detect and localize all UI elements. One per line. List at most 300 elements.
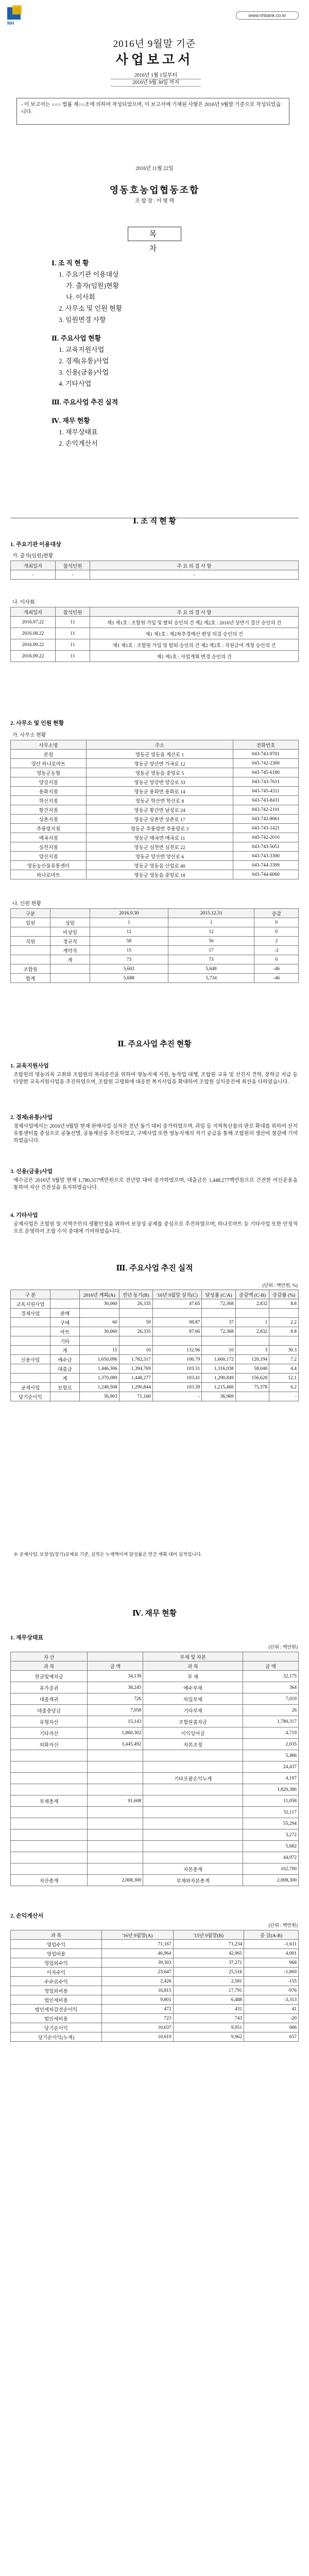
table-row: [11, 2032, 299, 2042]
unit-label-bs: (단위 : 백만원): [268, 1645, 298, 1650]
table-cell: 0: [254, 927, 299, 937]
table-cell: 현금및예치금: [11, 1671, 88, 1682]
column-header: 과 목: [11, 1930, 102, 1940]
table-cell: 32,175: [243, 1671, 298, 1682]
toc-item[interactable]: 1. 교육지원사업: [59, 346, 105, 353]
table-cell: 39,303: [102, 1958, 174, 1968]
table-cell: 0: [254, 918, 299, 927]
column-subheader: 금 액: [88, 1662, 143, 1671]
table-cell: 23,647: [102, 1968, 174, 1977]
table-cell: 25,516: [173, 1968, 244, 1977]
table-cell: 103.41: [152, 1374, 202, 1383]
table-cell: 75,378: [235, 1383, 269, 1392]
table-cell: [80, 1336, 119, 1346]
table-cell: [11, 1750, 88, 1761]
table-cell: 11: [56, 639, 90, 651]
table-header-row: [11, 740, 299, 750]
table-cell: 5,602: [90, 964, 168, 974]
toc-item[interactable]: 3. 임원변경 사항: [59, 316, 106, 324]
table-cell: 수수료수익: [11, 1977, 102, 1986]
column-header: 증감률 (%): [269, 1290, 299, 1299]
table-row: [11, 1318, 299, 1327]
table-cell: 2016.07.22: [11, 617, 56, 628]
table-cell: 0: [254, 955, 299, 964]
table-cell: 양산지점: [11, 852, 87, 861]
table-cell: 계약직: [50, 946, 90, 955]
table-cell: 제1 제1호 : 사업계획 변경 승인의 건: [90, 651, 299, 662]
table-cell: 36,969: [202, 1392, 235, 1401]
table-cell: 유가증권: [11, 1682, 88, 1693]
table-cell: 기타포괄손익누계: [143, 1773, 243, 1784]
table-cell: 영동군 상촌면 상촌로 17: [87, 815, 233, 824]
table-cell: -: [56, 570, 90, 580]
table-cell: 686: [244, 2023, 299, 2032]
publish-date: 2016년 11월 22일: [135, 166, 174, 172]
table-row: [11, 1364, 299, 1374]
table-row: [11, 787, 299, 796]
table-cell: 043-742-2300: [233, 759, 299, 768]
table-row: [11, 796, 299, 805]
table-cell: 마트: [50, 1327, 80, 1336]
toc-item[interactable]: 나. 이사회: [66, 293, 95, 301]
column-header: [50, 1290, 80, 1299]
column-header: 전년 동기(B): [119, 1290, 152, 1299]
table-row: [11, 1807, 299, 1818]
table-row: [11, 946, 299, 955]
table-cell: 계: [50, 955, 90, 964]
table-cell: 657: [244, 2032, 299, 2042]
table-cell: 10,619: [102, 2032, 174, 2042]
table-cell: 학산지점: [11, 796, 87, 805]
table-cell: 71,234: [173, 1940, 244, 1949]
table-row: [11, 1355, 299, 1364]
table-cell: 043-743-5051: [233, 842, 299, 852]
table-cell: 기타: [50, 1336, 80, 1346]
table-row: [11, 815, 299, 824]
table-cell: [143, 1750, 243, 1761]
table-cell: [143, 1807, 243, 1818]
table-cell: 5,648: [168, 964, 254, 974]
table-cell: 기타자산: [11, 1727, 88, 1739]
table-cell: 1,290,849: [202, 1374, 235, 1383]
table-cell: [11, 1364, 50, 1374]
table-cell: 59: [119, 1318, 152, 1327]
table-cell: [11, 955, 50, 964]
toc-item[interactable]: 4. 기타사업: [59, 380, 92, 387]
table-cell: 106.79: [152, 1355, 202, 1364]
section-2-1-text: 조합원의 영농의욕 고취와 조합원의 복리증진을 위하여 영농자재 지원, 농작업 대행, 조합원 교육 및 선진지 견학, 장학금 지급 등 다양한 교육지원사업을 추진하였으며, 조합원 고령화에 대응한 복지사업을 확대하여 조합원 실익증진에 최선을 다하였습니다.: [13, 1072, 298, 1085]
table-cell: 8.8: [269, 1299, 299, 1309]
table-cell: [269, 1336, 299, 1346]
notice-box: - 이 보고서는 ○○○ 법률 제○○조에 의하여 작성되었으며, 이 보고서에 기재된 사항은 2016년 9월말 기준으로 작성되었습니다.: [16, 98, 289, 125]
table-cell: [88, 1863, 143, 1875]
table-cell: 1: [90, 918, 168, 927]
table-row: [11, 1863, 299, 1875]
table-row: [11, 833, 299, 842]
table-cell: 1,780,317: [243, 1716, 298, 1727]
table-cell: 11,058: [243, 1795, 298, 1807]
table-cell: [11, 1374, 50, 1383]
table-cell: 1,820,386: [243, 1784, 298, 1795]
table-cell: 24,437: [243, 1761, 298, 1773]
toc-title: 목 차: [128, 227, 181, 241]
table-cell: 103.31: [152, 1364, 202, 1374]
table-cell: 102,700: [243, 1863, 298, 1875]
table-header-row: [11, 1930, 299, 1940]
table-cell: 44,972: [243, 1852, 298, 1863]
table-cell: 대출채권: [11, 1693, 88, 1705]
table-cell: 제1 제1호 : 제2차추경예산 편성 의결 승인의 건: [90, 628, 299, 639]
table-cell: 계: [50, 1374, 80, 1383]
report-period: [111, 72, 201, 87]
balance-sheet-table: [10, 1652, 299, 1886]
table-row: [11, 1374, 299, 1383]
table-cell: -: [269, 1392, 299, 1401]
table-cell: [11, 1807, 88, 1818]
table-row: [11, 1852, 299, 1863]
table-cell: [11, 1852, 88, 1863]
table-cell: 당기순이익: [11, 1392, 50, 1401]
table-cell: 043-742-2010: [233, 833, 299, 842]
table-cell: 043-743-7611: [233, 777, 299, 787]
column-header: 전화번호: [233, 740, 299, 750]
table-cell: 726: [88, 1693, 143, 1705]
table-cell: 비상임: [50, 927, 90, 937]
table-cell: 043-743-9701: [233, 750, 299, 759]
table-cell: 26,335: [119, 1327, 152, 1336]
table-cell: 043-744-6060: [233, 870, 299, 879]
table-header-row: [11, 1652, 299, 1662]
table-cell: 부 채: [143, 1671, 243, 1682]
table-cell: 15: [80, 1346, 119, 1355]
table-cell: 이익잉여금: [143, 1727, 243, 1739]
table-cell: 자본총계: [143, 1863, 243, 1875]
toc-item[interactable]: Ⅲ. 주요사업 추진 실적: [52, 398, 118, 406]
table-cell: [143, 1795, 243, 1807]
table-cell: [235, 1392, 269, 1401]
table-cell: [269, 1309, 299, 1318]
table-cell: 2,832: [235, 1327, 269, 1336]
company-name: 영동호농업협동조합: [109, 185, 200, 195]
table-cell: [88, 1761, 143, 1773]
table-cell: 상촌지점: [11, 815, 87, 824]
table-cell: 47.65: [152, 1299, 202, 1309]
table-row: [11, 639, 299, 651]
toc-item[interactable]: 3. 신용(금융)사업: [59, 368, 109, 376]
table-cell: 2,832: [235, 1299, 269, 1309]
column-subheader: 과 목: [143, 1662, 243, 1671]
table-cell: 36,903: [80, 1392, 119, 1401]
table-cell: 법인세비용: [11, 1995, 102, 2005]
table-cell: 30,060: [80, 1299, 119, 1309]
toc-item[interactable]: 1. 재무상태표: [59, 428, 98, 436]
table-cell: 2,008,300: [88, 1875, 143, 1886]
meeting-table-a: [10, 561, 299, 580]
table-cell: 영동군 추풍령면 추풍령로 3: [87, 824, 233, 833]
table-cell: 120,194: [235, 1355, 269, 1364]
table-row: [11, 1716, 299, 1727]
table-cell: 2,035: [243, 1739, 298, 1750]
table-cell: 968: [244, 1958, 299, 1968]
table-cell: 73: [168, 955, 254, 964]
table-cell: 2016.08.22: [11, 628, 56, 639]
table-cell: [143, 1784, 243, 1795]
toc-item[interactable]: 2. 손익계산서: [59, 439, 98, 447]
table-row: [11, 628, 299, 639]
table-row: [11, 927, 299, 937]
section-1-2-heading: 2. 사무소 및 인원 현황: [10, 720, 64, 726]
unit-label-pl: (단위 : 백만원): [268, 1923, 298, 1928]
table-row: [11, 1739, 299, 1750]
table-cell: 26: [243, 1705, 298, 1716]
board-meeting-table: [10, 607, 299, 662]
table-cell: 매곡지점: [11, 833, 87, 842]
toc-spacer: [52, 389, 216, 397]
table-cell: -: [11, 570, 56, 580]
column-header: 자 산: [11, 1652, 88, 1662]
table-cell: [80, 1309, 119, 1318]
table-cell: 대출충당금: [11, 1705, 88, 1716]
table-row: [11, 768, 299, 777]
table-cell: 1,448,277: [119, 1374, 152, 1383]
table-row: [11, 824, 299, 833]
performance-table: [10, 1290, 299, 1401]
table-cell: 1,860,302: [88, 1727, 143, 1739]
table-row: [11, 1750, 299, 1761]
table-row: [11, 1773, 299, 1784]
section-2-4-text: 공제사업은 조합원 및 지역주민의 생활안정을 위하여 보장성 공제를 중심으로 추진하였으며, 하나로마트 등 기타사업 또한 안정적으로 운영하여 조합 수익 증대에 기여하였습니다.: [13, 1222, 298, 1234]
column-header: 증감: [254, 909, 299, 918]
table-cell: 영동군 황간면 남성로 24: [87, 805, 233, 815]
table-row: [11, 617, 299, 628]
staff-table: [10, 908, 299, 983]
table-row: [11, 750, 299, 759]
table-cell: 교육지원사업: [11, 1299, 50, 1309]
table-cell: 영업외비용: [11, 1986, 102, 1995]
table-cell: 5,466: [243, 1750, 298, 1761]
table-cell: 1,446,306: [80, 1364, 119, 1374]
table-cell: 8.8: [269, 1327, 299, 1336]
table-row: [11, 861, 299, 870]
table-cell: 60: [80, 1318, 119, 1327]
table-cell: [50, 964, 90, 974]
table-cell: 72,368: [202, 1327, 235, 1336]
table-row: [11, 1968, 299, 1977]
table-cell: 외화자산: [11, 1739, 88, 1750]
table-cell: 7.2: [269, 1355, 299, 1364]
table-cell: 55,294: [243, 1818, 298, 1829]
table-cell: 15,143: [88, 1716, 143, 1727]
table-cell: 2,581: [173, 1977, 244, 1986]
table-cell: 6.2: [269, 1383, 299, 1392]
table-cell: 영업수익: [11, 1940, 102, 1949]
table-cell: -2: [254, 946, 299, 955]
section-2-4-heading: 4. 기타사업: [10, 1212, 38, 1218]
table-cell: -1,611: [244, 1940, 299, 1949]
section-4-title: Ⅳ. 재무 현황: [132, 1609, 177, 1618]
column-header: [88, 1652, 143, 1662]
table-cell: [152, 1309, 202, 1318]
column-header: 주소: [87, 740, 233, 750]
table-row: [11, 974, 299, 983]
table-cell: 영업외수익: [11, 1958, 102, 1968]
table-cell: 영동군 학산면 학산로 8: [87, 796, 233, 805]
column-header: 2016.9.30: [90, 909, 168, 918]
section-1-2b-heading: 나. 인원 현황: [12, 901, 41, 907]
table-cell: 영동군농협: [11, 768, 87, 777]
table-cell: 추풍령지점: [11, 824, 87, 833]
toc-item[interactable]: 가. 출자(임원)현황: [66, 282, 119, 290]
table-cell: -: [90, 570, 299, 580]
table-cell: [50, 1299, 80, 1309]
table-cell: 30,060: [80, 1327, 119, 1336]
table-cell: 15: [90, 946, 168, 955]
table-cell: 34,139: [88, 1671, 143, 1682]
table-cell: [11, 927, 50, 937]
table-cell: 1,660,172: [202, 1355, 235, 1364]
table-cell: 4,197: [243, 1773, 298, 1784]
table-cell: 41: [244, 2005, 299, 2014]
section-1-title: Ⅰ. 조 직 현 황: [133, 517, 176, 526]
table-cell: [143, 1829, 243, 1841]
table-row: [11, 1346, 299, 1355]
table-row: [11, 1818, 299, 1829]
toc-item[interactable]: Ⅰ. 조 직 현 황: [52, 259, 89, 267]
toc-item[interactable]: 1. 주요기관 이용대상: [59, 270, 119, 278]
table-cell: 743: [173, 2014, 244, 2023]
table-cell: 12: [168, 927, 254, 937]
table-cell: [143, 1818, 243, 1829]
table-cell: [50, 1392, 80, 1401]
table-row: [11, 1682, 299, 1693]
table-cell: 3: [235, 1346, 269, 1355]
table-cell: 직원: [11, 937, 50, 946]
income-statement-heading: 2. 손익계산서: [10, 1913, 44, 1919]
table-cell: 7,019: [243, 1693, 298, 1705]
table-cell: 71,167: [102, 1940, 174, 1949]
table-cell: [88, 1807, 143, 1818]
table-cell: 조합원: [11, 964, 50, 974]
table-cell: 73: [90, 955, 168, 964]
table-cell: 법인세비용: [11, 2014, 102, 2023]
table-header-row: [11, 909, 299, 918]
table-cell: 11: [56, 651, 90, 662]
table-cell: 합계: [11, 974, 50, 983]
table-cell: 황간지점: [11, 805, 87, 815]
column-header: '15년 9월말(B): [173, 1930, 244, 1940]
table-cell: 38,245: [88, 1682, 143, 1693]
table-cell: [88, 1784, 143, 1795]
table-row: [11, 852, 299, 861]
table-cell: 4.4: [269, 1364, 299, 1374]
unit-label: (단위 : 백만원, %): [262, 1283, 298, 1288]
table-cell: 경제사업: [11, 1309, 50, 1318]
toc-item[interactable]: 2. 경제(유통)사업: [59, 357, 109, 365]
table-header-row: [11, 1290, 299, 1299]
table-cell: 72,368: [202, 1299, 235, 1309]
table-row: [11, 842, 299, 852]
table-row: [11, 1671, 299, 1682]
table-cell: 유형자산: [11, 1716, 88, 1727]
table-cell: [11, 1818, 88, 1829]
table-cell: 46,964: [102, 1949, 174, 1958]
logo-text: NH: [7, 21, 14, 26]
table-cell: 1,215,466: [202, 1383, 235, 1392]
table-row: [11, 651, 299, 662]
table-row: [11, 1299, 299, 1309]
homepage-url[interactable]: www.nhbank.co.kr: [236, 11, 299, 20]
table-header-row: [11, 607, 299, 617]
table-row: [11, 1977, 299, 1986]
table-cell: 10,637: [102, 2023, 174, 2032]
table-row: [11, 1693, 299, 1705]
income-statement-table: [10, 1930, 299, 2042]
table-cell: 이자수익: [11, 1968, 102, 1977]
section-2-3-heading: 3. 신용(금융)사업: [10, 1168, 53, 1175]
column-header: 주 요 의 결 사 항: [90, 561, 299, 570]
ceo-name: 조 합 장 : 이 영 택: [135, 198, 174, 204]
table-row: [11, 1327, 299, 1336]
table-cell: 043-745-6180: [233, 768, 299, 777]
table-cell: [11, 1346, 50, 1355]
nh-logo-icon: [7, 5, 31, 24]
table-cell: [88, 1773, 143, 1784]
table-cell: 156,628: [235, 1374, 269, 1383]
table-cell: 043-743-8431: [233, 796, 299, 805]
table-cell: 043-742-8061: [233, 815, 299, 824]
section-2-title: Ⅱ. 주요사업 추진 현황: [117, 1040, 192, 1048]
table-row: [11, 1705, 299, 1716]
toc-item[interactable]: Ⅱ. 주요사업 현황: [52, 334, 101, 342]
table-cell: [88, 1841, 143, 1852]
table-cell: [88, 1818, 143, 1829]
table-cell: 정규직: [50, 937, 90, 946]
table-cell: 71,160: [119, 1392, 152, 1401]
table-cell: 부채총계: [11, 1795, 88, 1807]
table-cell: 5,734: [168, 974, 254, 983]
table-cell: 37: [202, 1318, 235, 1327]
table-cell: 9,962: [173, 2032, 244, 2042]
table-cell: 자산총계: [11, 1875, 88, 1886]
table-subheader-row: [11, 1662, 299, 1671]
table-row: [11, 2005, 299, 2014]
table-cell: [119, 1336, 152, 1346]
table-cell: 제1 제1호 : 조합원 가입 및 탈퇴 승인의 건 제2 제2호 : 2016년 상반기 결산 승인의 건: [90, 617, 299, 628]
report-period-title: 2016년 9월말 기준: [113, 39, 196, 49]
table-cell: [11, 1784, 88, 1795]
table-cell: 30.3: [269, 1346, 299, 1355]
table-cell: 영동군 매곡면 매곡로 11: [87, 833, 233, 842]
table-cell: [202, 1336, 235, 1346]
table-cell: 103.39: [152, 1383, 202, 1392]
period-end: 2016년 9월 30일 까지: [111, 79, 201, 87]
table-row: [11, 937, 299, 946]
table-cell: 영업비용: [11, 1949, 102, 1958]
table-cell: 1,650,096: [80, 1355, 119, 1364]
table-row: [11, 1727, 299, 1739]
column-header: [50, 909, 90, 918]
table-cell: 91,608: [88, 1795, 143, 1807]
table-cell: 37,271: [173, 1958, 244, 1968]
table-row: [11, 1958, 299, 1968]
report-title: 사업보고서: [115, 53, 194, 67]
toc-item[interactable]: Ⅳ. 재무 현황: [52, 417, 90, 425]
table-cell: 472: [102, 2005, 174, 2014]
table-row: [11, 1784, 299, 1795]
section-2-2-text: 경제사업에서는 2016년 9월말 현재 판매사업 실적은 전년 동기 대비 증가하였으며, 과일 등 지역특산물의 판로 확대를 위하여 산지유통센터를 중심으로 공동선별, 공동계산을 추진하였고, 구매사업 또한 영농자재의 적기 공급을 통해 조합원의 생산비 절감에 기여하였습니다.: [13, 1124, 298, 1144]
table-cell: 영동군 영동읍 산업로 40: [87, 861, 233, 870]
toc-item[interactable]: 2. 사무소 및 인원 현황: [59, 304, 123, 312]
